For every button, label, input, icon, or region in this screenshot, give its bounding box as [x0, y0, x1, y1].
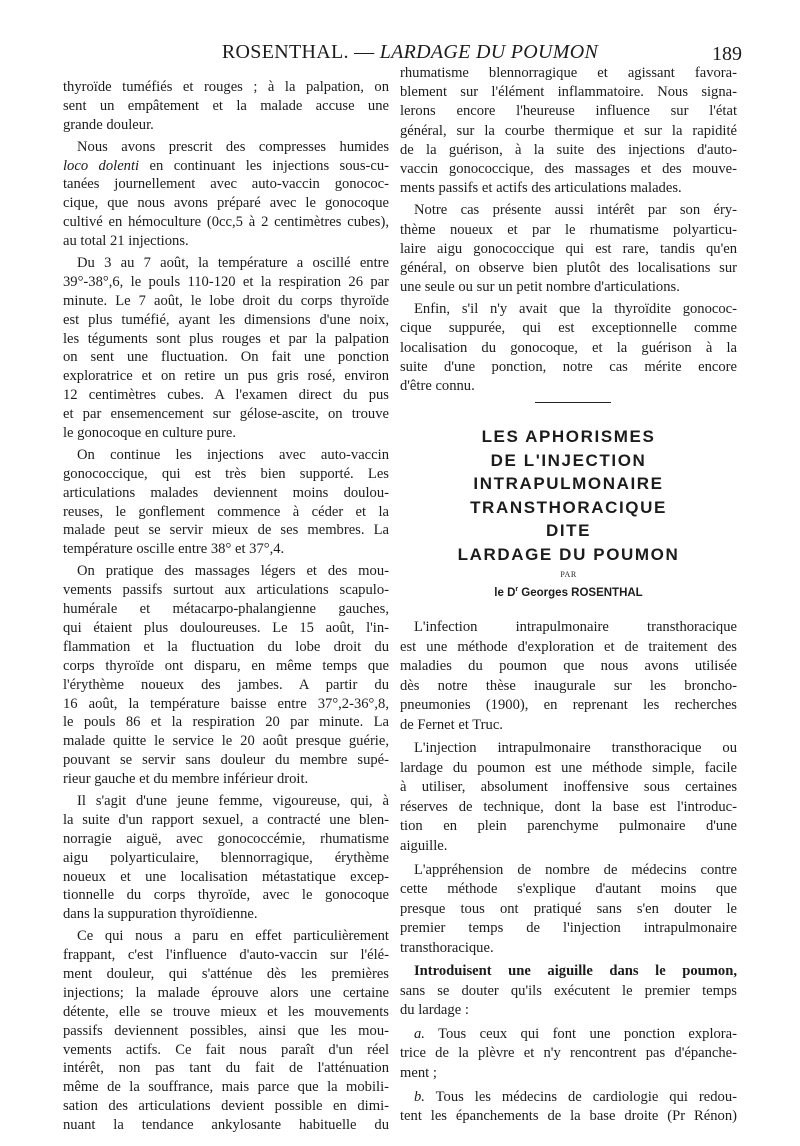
text-line: le gonocoque en culture pure. [63, 425, 237, 442]
text-segment: Introduisent une aiguille dans le poumon, [414, 963, 737, 980]
page-number: 189 [712, 43, 742, 65]
paragraph [400, 201, 737, 297]
text-line: frappant, c'est l'influence d'auto-vaccin sur l'élé- [63, 947, 389, 964]
title-line: INTRAPULMONAIRE [473, 474, 664, 493]
text-line: température oscille entre 38° et 37°,4. [63, 541, 285, 558]
text-line: tionnelle du corps thyroïde, avec le gonocoque [63, 887, 389, 904]
text-line: on sent une fluctuation. On fait une ponction [63, 349, 389, 366]
text-line: général, on observe bien plutôt des localisations sur [400, 259, 737, 276]
text-line [400, 1088, 737, 1108]
text-segment: Tous les médecins de cardiologie qui redou- [424, 1088, 737, 1105]
text-line: norragie aiguë, avec gonococcémie, rhumatisme [63, 830, 389, 847]
article-body [400, 618, 737, 1127]
author-sup: r [515, 586, 519, 594]
running-head-title: LARDAGE DU POUMON [379, 41, 599, 63]
text-line: transthoracique. [400, 939, 494, 956]
text-line: 12 centimètres cubes. A l'examen direct du pus [63, 387, 389, 404]
paragraph [400, 618, 737, 735]
text-line: détente, elle se trouve mieux et les mouvements [63, 1003, 389, 1020]
running-head [200, 40, 620, 64]
paragraph [63, 254, 389, 443]
text-line: suite d'une ponction, notre cas mérite encore [400, 358, 737, 375]
text-line: aigu polyarticulaire, blennorragique, érythème [63, 849, 389, 866]
text-line: Ce qui nous a paru en effet particulièrement [77, 928, 389, 945]
text-line: qui étaient plus douloureuses. Le 15 août, l'in- [63, 619, 389, 636]
text-line: gonococcique, qui est très bien supporté. Les [63, 465, 389, 482]
text-line: d'être connu. [400, 378, 475, 394]
text-line: On continue les injections avec auto-vaccin [77, 446, 389, 463]
text-line: humérale et métacarpo-phalangienne gauches, [63, 601, 389, 618]
text-line: est plus tuméfié, ayant les dimensions d'une noix, [63, 311, 389, 328]
text-line: cique suppurée, qui est exceptionnelle comme [400, 320, 737, 337]
title-line: LES APHORISMES [481, 427, 656, 446]
text-line: nuant la tendance ankylosante habituelle du [63, 1117, 389, 1134]
text-segment: en continuant les injections sous-cu- [139, 157, 389, 174]
text-line: thyroïde tuméfiés et rouges ; à la palpation, on [63, 79, 389, 95]
text-line [400, 1025, 737, 1045]
text-line: 16 août, la température baisse entre 37°,2-36°,8, [63, 695, 389, 712]
text-segment: loco dolenti [63, 157, 140, 174]
left-column [63, 78, 389, 1135]
text-line: tion en plein parenchyme pulmonaire d'une [400, 818, 737, 835]
right-column-top [400, 64, 737, 396]
text-line: 39°-38°,6, le pouls 110-120 et la respiration 26 par [63, 273, 389, 290]
text-line: sent un empâtement et la malade accuse une [63, 97, 389, 114]
text-line: sans se douter qu'ils exécutent le premier temps [400, 982, 737, 999]
text-line: rhumatisme blennorragique et agissant favora- [400, 65, 737, 81]
text-line: vements passifs surtout aux articulations scapulo- [63, 582, 389, 599]
text-line: rieur gauche et du membre inférieur droit. [63, 771, 309, 788]
title-line: TRANSTHORACIQUE [470, 497, 667, 517]
text-line: tanées journellement avec auto-vaccin gonococ- [63, 176, 389, 193]
author-prefix: le D [494, 587, 516, 599]
title-line: DE L'INJECTION [490, 450, 647, 470]
text-segment: b. [414, 1088, 425, 1105]
text-line: cette méthode s'explique d'autant moins que [400, 881, 737, 898]
text-line: malade peut se servir mieux de ses membres. La [63, 522, 389, 539]
text-line: reuses, le gonflement commence à céder et la [63, 503, 389, 520]
text-line: sation des articulations devient possible en dimi- [63, 1098, 389, 1115]
paragraph [63, 562, 389, 789]
text-line: minute. Le 7 août, le lobe droit du corps thyroïde [63, 292, 389, 309]
paragraph [400, 1088, 737, 1127]
paragraph [63, 446, 389, 559]
text-line: et par ensemencement sur gélose-ascite, on trouve [63, 406, 389, 423]
paragraph [400, 739, 737, 856]
text-line: ments passifs et actifs des articulations malades. [400, 180, 682, 197]
title-line: LARDAGE DU POUMON [457, 544, 680, 564]
text-line: exploratrice et on retire un pus gris rosé, environ [63, 368, 389, 385]
text-line: grande douleur. [63, 116, 154, 133]
paragraph [400, 861, 737, 959]
text-line: L'infection intrapulmonaire transthoracique [414, 619, 737, 635]
text-segment: a. [414, 1025, 425, 1042]
paragraph [400, 64, 737, 198]
paragraph [400, 300, 737, 396]
text-line: ment ; [400, 1065, 437, 1082]
text-line: de Fernet et Truc. [400, 716, 503, 733]
running-header [0, 40, 800, 66]
text-line: Il s'agit d'une jeune femme, vigoureuse, qui, à [77, 792, 389, 809]
text-line: thème noueux et par le rhumatisme polyarticu- [400, 221, 737, 238]
text-line: lerons encore l'heureuse influence sur l'état [400, 103, 737, 120]
text-line: l'érythème noueux des jambes. A partir du [63, 676, 389, 693]
paragraph [63, 927, 389, 1135]
text-line: intérêt, non pas tant du fait de l'atténuation [63, 1060, 389, 1077]
text-line: aiguille. [400, 838, 448, 855]
paragraph [63, 138, 389, 251]
text-line: injections; la malade éprouve alors une certaine [63, 984, 389, 1001]
text-line: pneumonies (1900), en reprenant les recherches [400, 697, 737, 714]
text-line: même de la souffrance, mais parce que la mobili- [63, 1079, 389, 1096]
text-line: passifs deviennent possibles, ainsi que les mou- [63, 1022, 389, 1039]
text-line: maladies du poumon que nous avons utilisée [400, 658, 737, 675]
text-line: les téguments sont plus rouges et par la palpation [63, 330, 389, 347]
text-line: au total 21 injections. [63, 233, 189, 250]
text-line: L'injection intrapulmonaire transthoracique ou [414, 740, 737, 757]
text-line: blement sur l'élément inflammatoire. Nous signa- [400, 84, 737, 101]
byline-par: PAR [560, 570, 577, 579]
text-line: dès notre thèse inaugurale sur les broncho- [400, 677, 737, 694]
article-title [400, 425, 737, 566]
text-line [63, 157, 389, 176]
text-segment: Tous ceux qui font une ponction explora- [424, 1025, 737, 1042]
text-line: malade quitte le service le 20 août presque guérie, [63, 733, 389, 750]
text-line: tent les épanchements de la base droite (Pr Rénon) [400, 1108, 737, 1125]
text-line: réserves de technique, dont la base est l'introduc- [400, 798, 737, 815]
text-line: vaccin gonococcique, des massages et des mouve- [400, 160, 737, 177]
text-line: le pouls 86 et la respiration 20 par minute. La [63, 714, 389, 731]
text-line: vements actifs. Ce fait nous paraît d'un réel [63, 1041, 389, 1058]
text-line: du lardage : [400, 1002, 469, 1019]
text-line: général, sur la courbe thermique et sur la rapidité [400, 122, 737, 139]
text-line: ment douleur, qui s'atténue dès les premières [63, 965, 389, 982]
article-author [400, 585, 737, 601]
paragraph [400, 962, 737, 1021]
running-head-author: ROSENTHAL. — [221, 41, 380, 63]
text-line: de la guérison, à la suite des injections d'auto- [400, 141, 737, 158]
text-line: premier temps de l'injection intrapulmonaire [400, 920, 737, 937]
author-name: Georges ROSENTHAL [518, 587, 643, 599]
text-line: presque tous ont pratiqué sans s'en douter le [400, 900, 737, 917]
text-line: à utiliser, absolument inoffensive sous certaines [400, 779, 737, 796]
text-line: L'appréhension de nombre de médecins contre [414, 861, 737, 878]
text-line: dans la suppuration thyroïdienne. [63, 906, 258, 923]
text-line: noueux et une localisation métastatique excep- [63, 868, 389, 885]
section-divider [535, 402, 611, 403]
text-line: cique, que nous avons préparé avec le gonocoque [63, 195, 389, 212]
text-line: laire aigu gonococcique qui est rare, tandis qu'en [400, 240, 737, 257]
paragraph [63, 792, 389, 924]
text-line: cultivé en hémoculture (0cc,5 à 2 centimètres cubes), [63, 214, 389, 231]
text-line: Notre cas présente aussi intérêt par son éry- [414, 202, 737, 219]
text-line: flammation et la fluctuation du lobe droit du [63, 638, 389, 655]
paragraph [400, 1025, 737, 1084]
text-line: lardage du poumon est une méthode simple, facile [400, 759, 737, 776]
text-line: On pratique des massages légers et des mou- [77, 563, 389, 580]
text-line: Nous avons prescrit des compresses humides [77, 138, 389, 155]
text-line: la suite d'un rapport sexuel, a contracté une blen- [63, 811, 389, 828]
text-line: est une méthode d'exploration et de traitement des [400, 638, 737, 655]
paragraph [63, 78, 389, 135]
text-line: localisation du gonocoque, et la guérison à la [400, 339, 737, 356]
text-line [400, 962, 737, 982]
text-line: corps thyroïde ont disparu, en même temps que [63, 657, 389, 674]
text-line: Enfin, s'il n'y avait que la thyroïdite gonococ- [414, 301, 737, 318]
text-line: une seule ou sur un petit nombre d'articulations. [400, 279, 680, 296]
text-line: pouvant se servir sans douleur du membre supé- [63, 752, 389, 769]
text-line: articulations malades deviennent moins doulou- [63, 484, 389, 501]
title-line: DITE [545, 521, 592, 540]
text-line: Du 3 au 7 août, la température a oscillé entre [77, 255, 389, 272]
text-line: trice de la plèvre et n'y rencontrent pas d'épanche- [400, 1045, 737, 1062]
